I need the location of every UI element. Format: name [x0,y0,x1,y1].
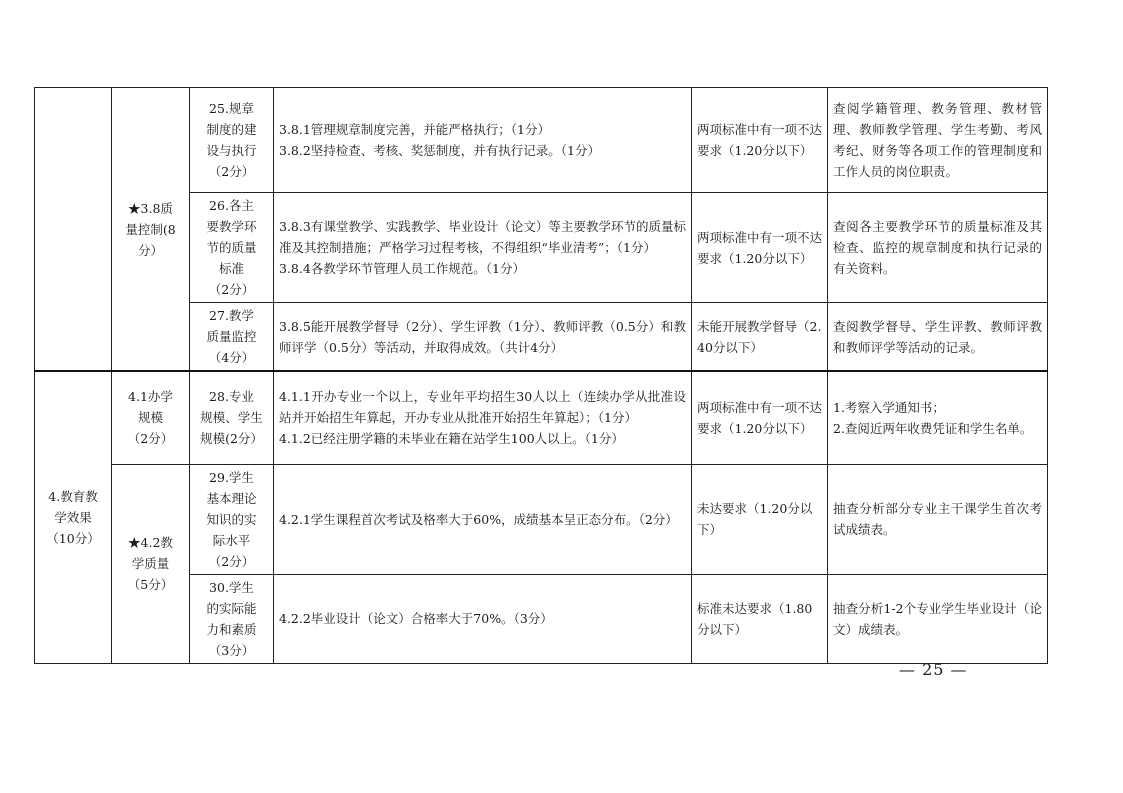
level1-cell-blank [35,88,112,372]
item-cell: 29.学生 基本理论 知识的实 际水平 （2分） [190,464,274,574]
method-cell: 查阅各主要教学环节的质量标准及其检查、监控的规章制度和执行记录的有关资料。 [828,193,1048,303]
method-cell: 1.考察入学通知书； 2.查阅近两年收费凭证和学生名单。 [828,371,1048,464]
table-row [35,88,1048,193]
deduction-cell: 未能开展教学督导（2.40分以下） [692,303,828,372]
method-cell: 查阅教学督导、学生评教、教师评教和教师评学等活动的记录。 [828,303,1048,372]
item-cell: 26.各主 要教学环 节的质量 标准 （2分） [190,193,274,303]
item-cell: 27.教学 质量监控 （4分） [190,303,274,372]
deduction-cell: 未达要求（1.20分以下） [692,464,828,574]
standard-cell: 4.2.2毕业设计（论文）合格率大于70%。（3分） [274,574,692,663]
method-cell: 查阅学籍管理、教务管理、教材管理、教师教学管理、学生考勤、考风考纪、财务等各项工作的管理制度和工作人员的岗位职责。 [828,88,1048,193]
page-number: — 25 — [899,660,968,679]
level2-cell-4-2: ★4.2教 学质量 （5分） [112,464,190,663]
standard-cell: 3.8.1管理规章制度完善，并能严格执行；（1分） 3.8.2坚持检查、考核、奖惩制度，并有执行记录。（1分） [274,88,692,193]
standard-cell: 4.1.1开办专业一个以上，专业年平均招生30人以上（连续办学从批准设站并开始招生年算起，开办专业从批准开始招生年算起）；（1分） 4.1.2已经注册学籍的未毕业在籍在站学生100人以上。（1分） [274,371,692,464]
level1-cell-4: 4.教育教 学效果 （10分） [35,371,112,663]
evaluation-table [34,87,1048,664]
deduction-cell: 两项标准中有一项不达要求（1.20分以下） [692,88,828,193]
standard-cell: 3.8.5能开展教学督导（2分）、学生评教（1分）、教师评教（0.5分）和教师评学（0.5分）等活动，并取得成效。（共计4分） [274,303,692,372]
deduction-cell: 两项标准中有一项不达要求（1.20分以下） [692,371,828,464]
level2-cell-4-1: 4.1办学 规模 （2分） [112,371,190,464]
item-cell: 25.规章 制度的建 设与执行 （2分） [190,88,274,193]
deduction-cell: 标准未达要求（1.80分以下） [692,574,828,663]
method-cell: 抽查分析部分专业主干课学生首次考试成绩表。 [828,464,1048,574]
table-row [35,464,1048,574]
item-cell: 30.学生 的实际能 力和素质 （3分） [190,574,274,663]
deduction-cell: 两项标准中有一项不达要求（1.20分以下） [692,193,828,303]
method-cell: 抽查分析1-2个专业学生毕业设计（论文）成绩表。 [828,574,1048,663]
level2-cell-3-8: ★3.8质 量控制(8 分） [112,88,190,372]
table-row [35,371,1048,464]
item-cell: 28.专业 规模、学生 规模(2分） [190,371,274,464]
standard-cell: 3.8.3有课堂教学、实践教学、毕业设计（论文）等主要教学环节的质量标准及其控制措施；严格学习过程考核，不得组织“毕业清考”；（1分） 3.8.4各教学环节管理人员工作规范。（1分） [274,193,692,303]
standard-cell: 4.2.1学生课程首次考试及格率大于60%，成绩基本呈正态分布。（2分） [274,464,692,574]
